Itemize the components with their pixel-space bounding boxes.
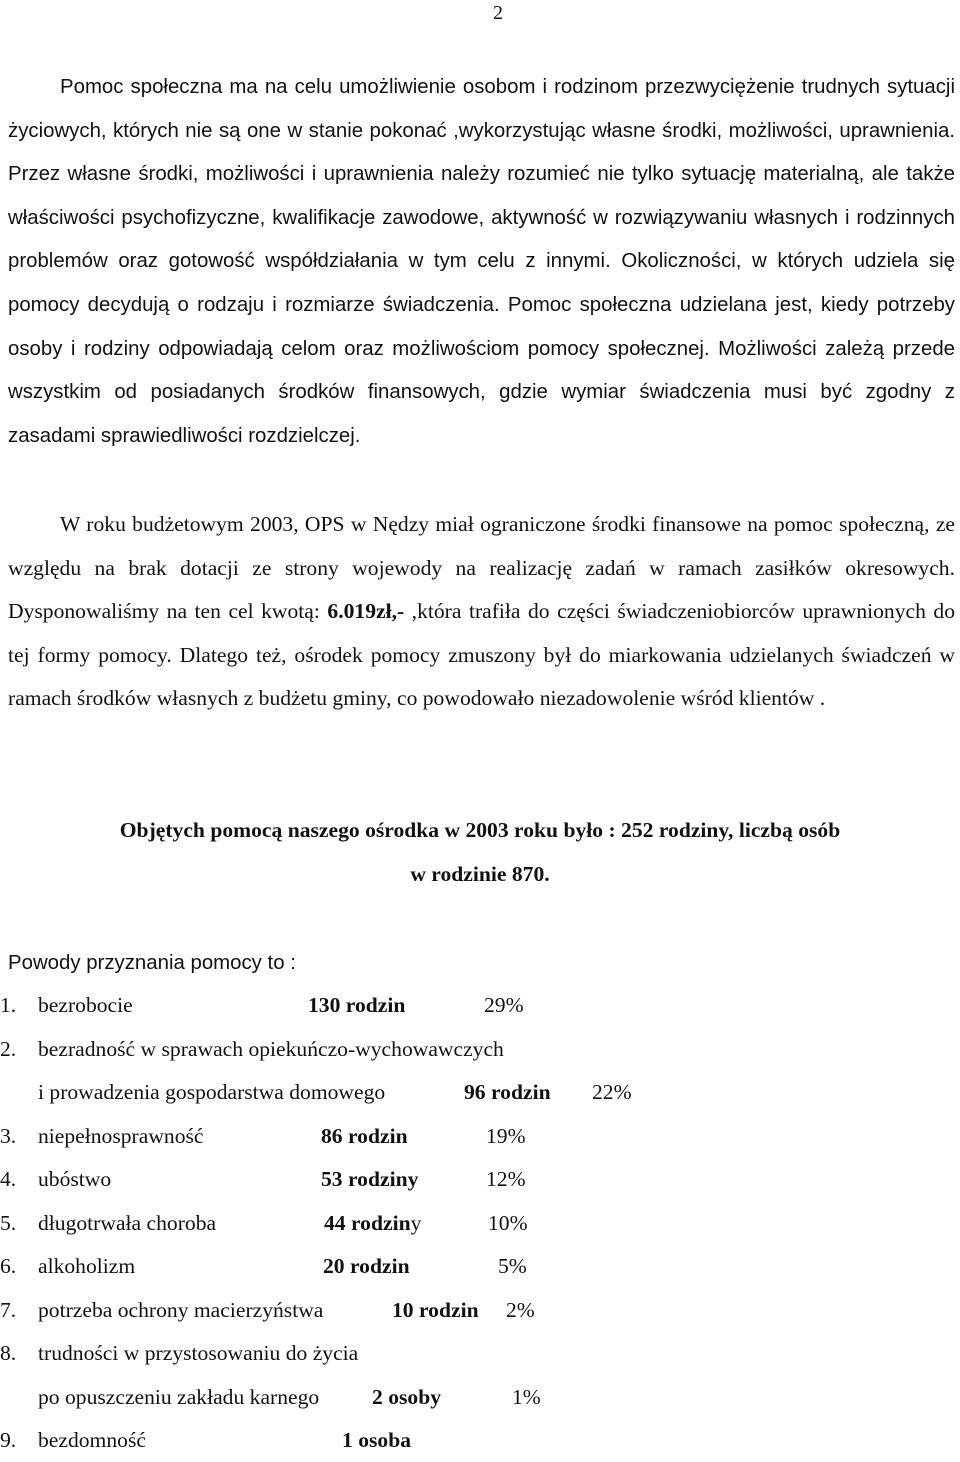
reason-item-7 bbox=[0, 1288, 960, 1332]
reason-label: potrzeba ochrony macierzyństwa bbox=[38, 1298, 324, 1322]
reason-count: 1 osoba bbox=[342, 1428, 411, 1452]
reason-label: niepełnosprawność bbox=[38, 1124, 204, 1148]
reason-percent: 12% bbox=[486, 1167, 526, 1191]
reason-label: alkoholizm bbox=[38, 1254, 136, 1278]
reason-percent: 2% bbox=[506, 1298, 535, 1322]
reason-count: 20 rodzin bbox=[323, 1254, 410, 1278]
reason-count: 44 rodzin bbox=[324, 1211, 411, 1235]
page-number: 2 bbox=[493, 2, 503, 24]
reason-percent: 22% bbox=[592, 1080, 632, 1104]
summary-line-1: Objętych pomocą naszego ośrodka w 2003 roku było : 252 rodziny, liczbą osób bbox=[119, 818, 841, 842]
reason-label-continued: po opuszczeniu zakładu karnego bbox=[38, 1385, 320, 1409]
reasons-heading: Powody przyznania pomocy to : bbox=[8, 952, 296, 974]
reason-count: 86 rodzin bbox=[321, 1124, 408, 1148]
reason-item-2 bbox=[0, 1027, 960, 1071]
reason-count: 2 osoby bbox=[372, 1385, 441, 1409]
intro-paragraph bbox=[8, 66, 955, 458]
reason-count-suffix: y bbox=[410, 1211, 422, 1235]
reason-label: ubóstwo bbox=[38, 1167, 112, 1191]
reason-label: trudności w przystosowaniu do życia bbox=[38, 1341, 359, 1365]
reason-percent: 19% bbox=[486, 1124, 526, 1148]
reason-item-2-continued bbox=[0, 1070, 960, 1114]
reason-item-9 bbox=[0, 1418, 960, 1462]
summary-heading bbox=[0, 808, 960, 896]
budget-paragraph-part1: W roku budżetowym 2003, OPS w Nędzy miał ograniczone środki finansowe na pomoc społeczną, ze względu na brak dotacji ze strony wojewody na realizację zadań w ramach zasiłków okresowych. Dysponowaliśmy na ten cel kwotą: bbox=[8, 512, 955, 624]
intro-paragraph-part2: Przez własne środki, możliwości i uprawnienia należy rozumieć nie tylko sytuację materialną, ale także właściwości psychofizyczne, kwalifikacje zawodowe, aktywność w rozwiązywaniu własnych i rodzinnych problemów oraz gotowość współdziałania w tym celu z innymi. Okoliczności, w których udziela się pomocy decydują o rodzaju i rozmiarze świadczenia. Pomoc społeczna udzielana jest, kiedy potrzeby osoby i rodziny odpowiadają celom oraz możliwościom pomocy społecznej. Możliwości zależą przede wszystkim od posiadanych środków finansowych, gdzie wymiar świadczenia musi być zgodny z zasadami sprawiedliwości rozdzielczej. bbox=[8, 163, 955, 447]
reason-number: 7. bbox=[0, 1298, 17, 1322]
reason-label: bezrobocie bbox=[38, 993, 133, 1017]
summary-line-2: w rodzinie 870. bbox=[410, 862, 550, 886]
intro-paragraph-part1: Pomoc społeczna ma na celu umożliwienie osobom i rodzinom przezwyciężenie trudnych sytuacji życiowych, których nie są one w stanie pokonać ,wykorzystując własne środki, możliwości, uprawnienia. bbox=[8, 76, 955, 142]
reason-count: 53 rodziny bbox=[321, 1167, 419, 1191]
reason-item-8-continued bbox=[0, 1375, 960, 1419]
reason-count: 10 rodzin bbox=[392, 1298, 479, 1322]
reason-item-5 bbox=[0, 1201, 960, 1245]
reason-count: 130 rodzin bbox=[308, 993, 406, 1017]
reason-item-8 bbox=[0, 1331, 960, 1375]
reason-number: 6. bbox=[0, 1254, 17, 1278]
reason-percent: 1% bbox=[512, 1385, 541, 1409]
reason-number: 4. bbox=[0, 1167, 17, 1191]
reason-count-group bbox=[324, 1201, 421, 1245]
reason-percent: 10% bbox=[488, 1211, 528, 1235]
budget-amount: 6.019zł,- bbox=[327, 599, 405, 624]
reason-number: 9. bbox=[0, 1428, 17, 1452]
reason-number: 8. bbox=[0, 1341, 17, 1365]
reason-item-1 bbox=[0, 983, 960, 1027]
reason-percent: 29% bbox=[484, 993, 524, 1017]
reason-item-3 bbox=[0, 1114, 960, 1158]
reason-number: 3. bbox=[0, 1124, 17, 1148]
reason-count: 96 rodzin bbox=[464, 1080, 551, 1104]
reason-item-4 bbox=[0, 1157, 960, 1201]
budget-paragraph-part2: ,która trafiła do części świadczeniobiorców uprawnionych do tej formy pomocy. Dlatego też, ośrodek pomocy zmuszony był do miarkowania udzielanych świadczeń w ramach środków własnych z budżetu gminy, co powodowało niezadowolenie wśród klientów . bbox=[8, 599, 955, 711]
reason-label: długotrwała choroba bbox=[38, 1211, 217, 1235]
reason-number: 2. bbox=[0, 1037, 17, 1061]
reason-label-continued: i prowadzenia gospodarstwa domowego bbox=[38, 1080, 386, 1104]
reason-label: bezdomność bbox=[38, 1428, 146, 1452]
reason-percent: 5% bbox=[498, 1254, 527, 1278]
budget-paragraph bbox=[8, 503, 955, 721]
reason-number: 1. bbox=[0, 993, 17, 1017]
reason-label: bezradność w sprawach opiekuńczo-wychowawczych bbox=[38, 1037, 504, 1061]
reason-number: 5. bbox=[0, 1211, 17, 1235]
reason-item-6 bbox=[0, 1244, 960, 1288]
